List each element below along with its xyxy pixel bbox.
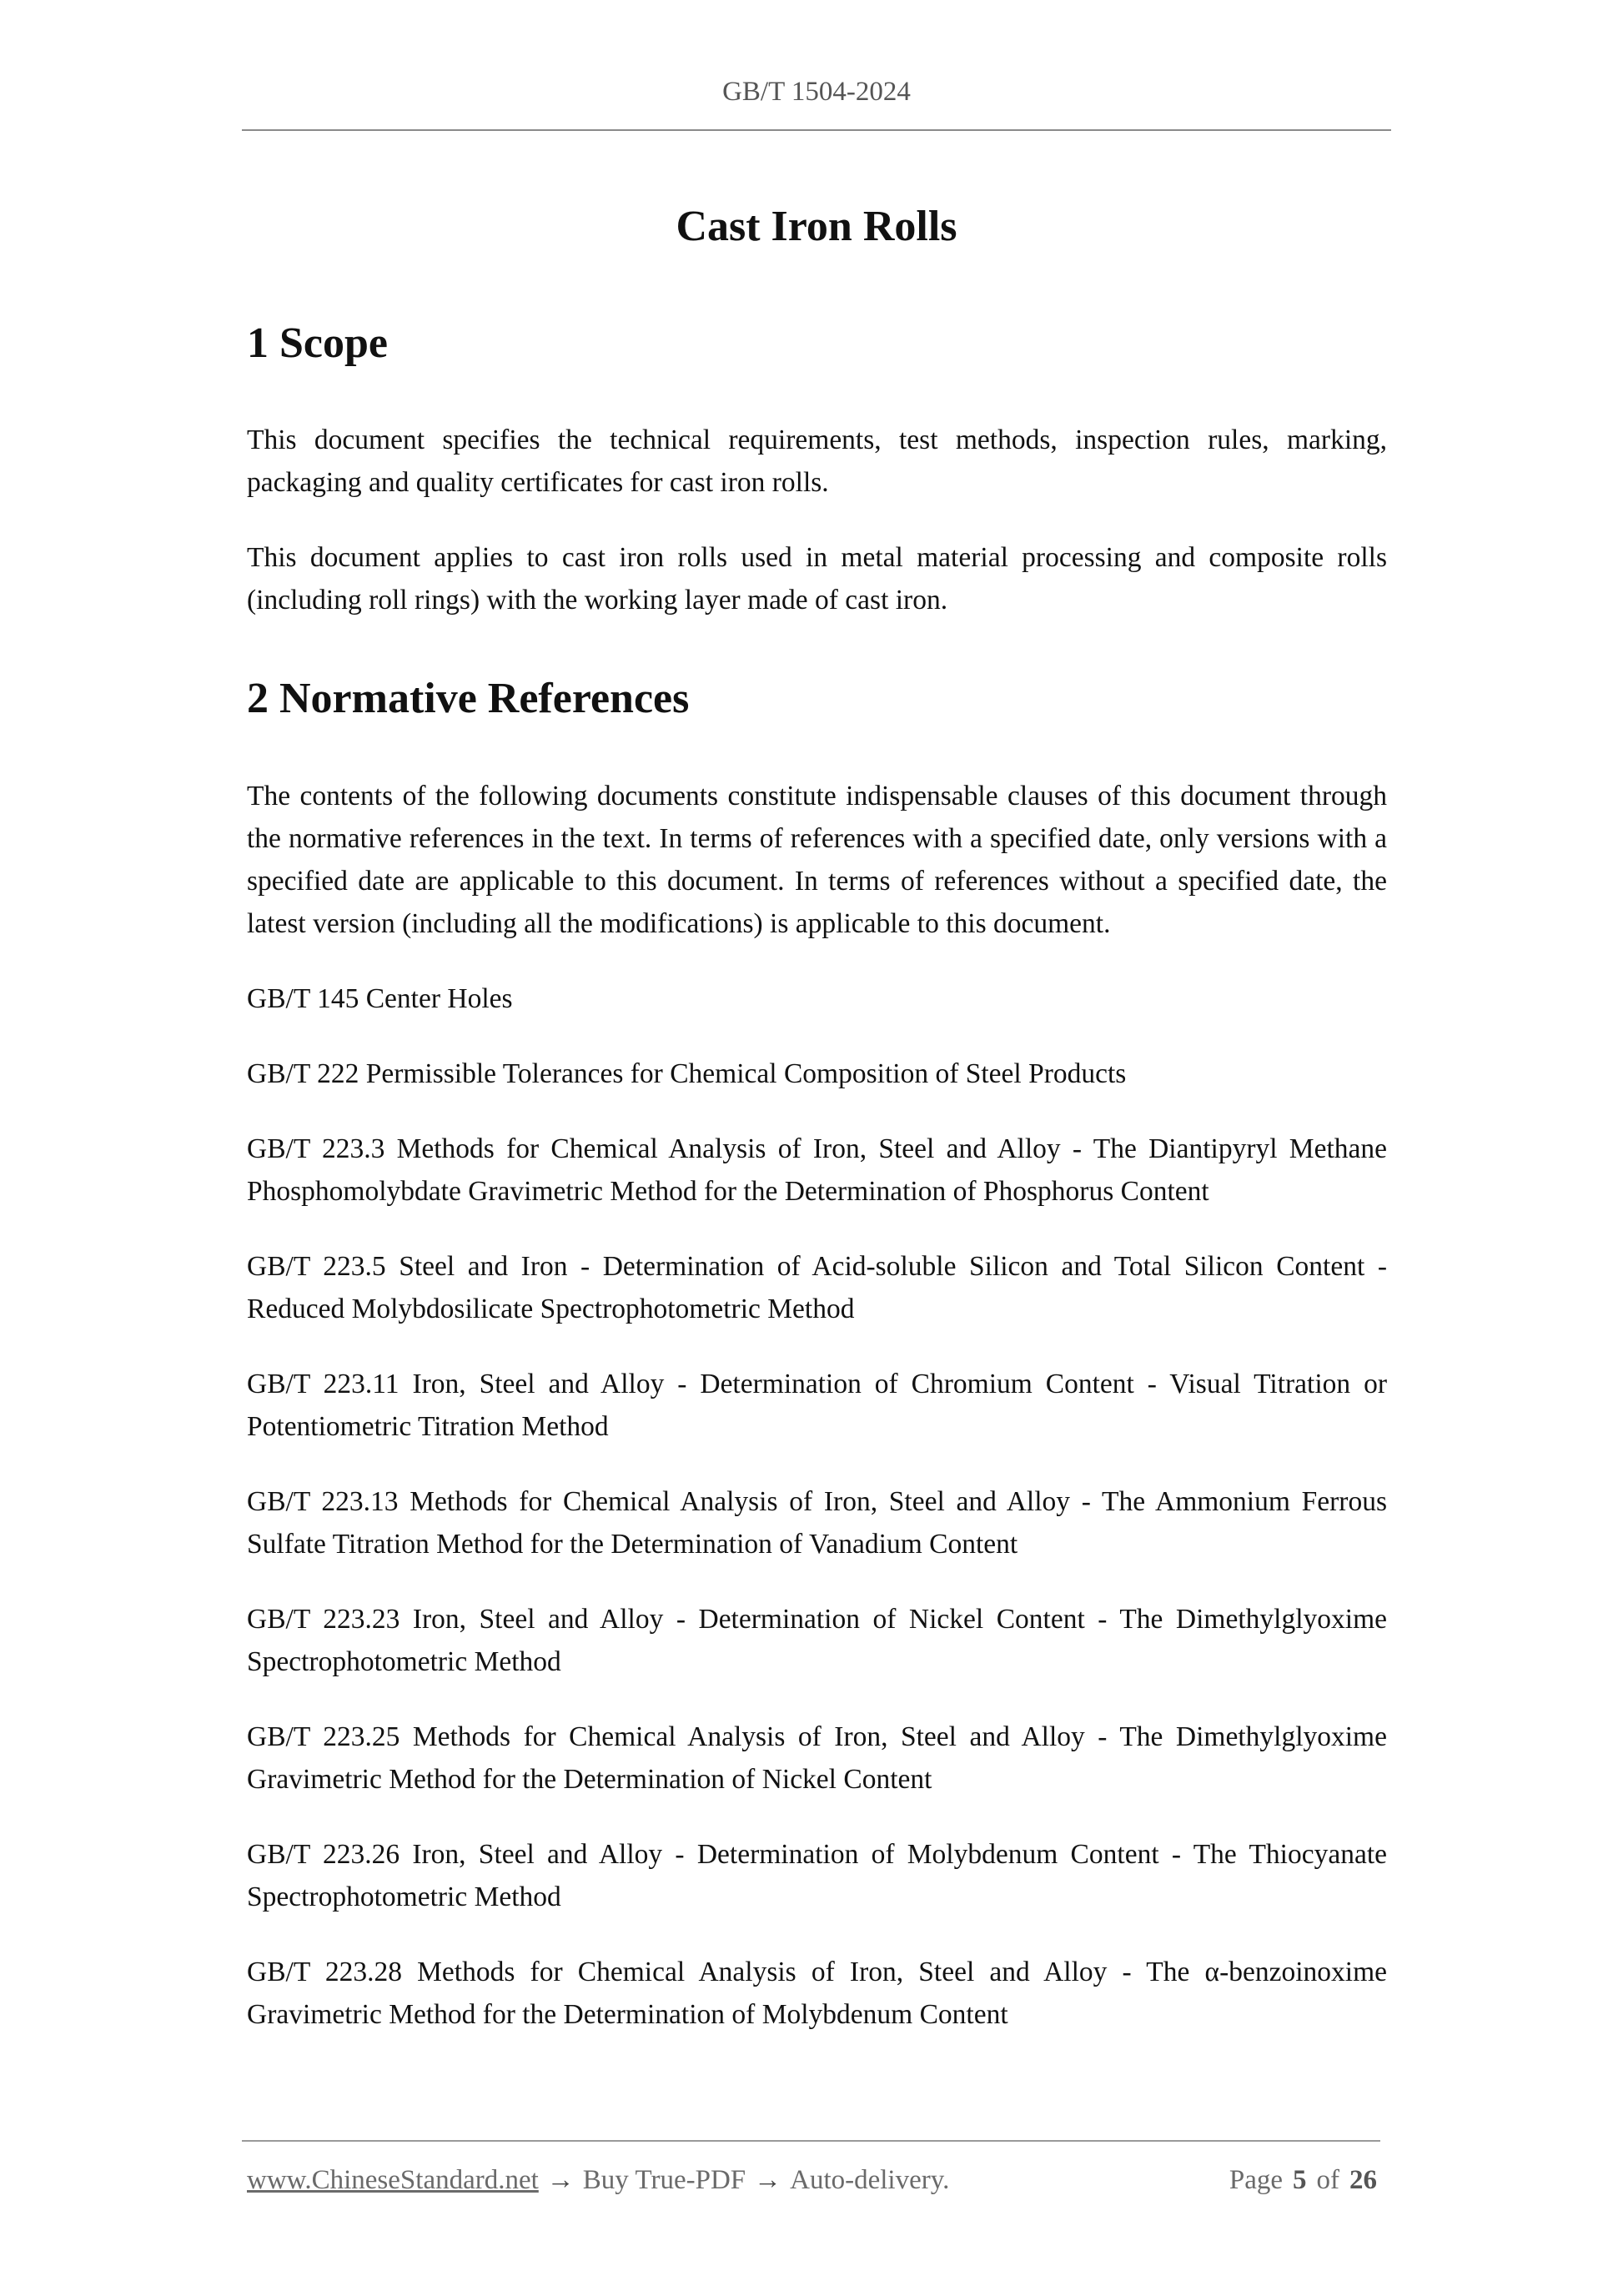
page-number — [1229, 2162, 1377, 2198]
section-heading-normative-references: 2 Normative References — [247, 675, 690, 722]
of-label: of — [1316, 2165, 1339, 2195]
document-title: Cast Iron Rolls — [676, 203, 957, 250]
section-heading-scope: 1 Scope — [247, 319, 388, 367]
reference-item: GB/T 145 Center Holes — [247, 983, 513, 1014]
reference-item: GB/T 223.13 Methods for Chemical Analysis of Iron, Steel and Alloy - The Ammonium Ferrous Sulfate Titration Method for the Determination of Vanadium Content — [247, 1486, 1387, 1560]
normative-references-body — [247, 775, 1387, 2036]
scope-body — [247, 419, 1387, 621]
footer-promo — [247, 2162, 949, 2198]
reference-item: GB/T 223.26 Iron, Steel and Alloy - Determination of Molybdenum Content - The Thiocyanate Spectrophotometric Method — [247, 1839, 1387, 1912]
reference-item: GB/T 222 Permissible Tolerances for Chemical Composition of Steel Products — [247, 1058, 1127, 1089]
total-pages-number: 26 — [1349, 2165, 1377, 2195]
buy-true-pdf-text: Buy True-PDF — [582, 2165, 746, 2195]
reference-item: GB/T 223.28 Methods for Chemical Analysis of Iron, Steel and Alloy - The α-benzoinoxime Gravimetric Method for the Determination of Molybdenum Content — [247, 1957, 1387, 2030]
reference-item: GB/T 223.5 Steel and Iron - Determination of Acid-soluble Silicon and Total Silicon Content - Reduced Molybdosilicate Spectrophotometric Method — [247, 1251, 1387, 1324]
reference-item: GB/T 223.11 Iron, Steel and Alloy - Determination of Chromium Content - Visual Titration or Potentiometric Titration Method — [247, 1369, 1387, 1442]
reference-item: GB/T 223.23 Iron, Steel and Alloy - Determination of Nickel Content - The Dimethylglyoxime Spectrophotometric Method — [247, 1604, 1387, 1677]
header-divider — [242, 129, 1391, 131]
scope-paragraph: This document specifies the technical requirements, test methods, inspection rules, marking, packaging and quality certificates for cast iron rolls. — [247, 425, 1387, 498]
arrow-right-icon: → — [754, 2165, 782, 2195]
scope-paragraph: This document applies to cast iron rolls used in metal material processing and composite rolls (including roll rings) with the working layer made of cast iron. — [247, 542, 1387, 615]
current-page-number: 5 — [1293, 2165, 1307, 2195]
arrow-right-icon: → — [546, 2165, 575, 2195]
reference-item: GB/T 223.25 Methods for Chemical Analysis of Iron, Steel and Alloy - The Dimethylglyoxime Gravimetric Method for the Determination of Nickel Content — [247, 1721, 1387, 1795]
running-header: GB/T 1504-2024 — [722, 77, 911, 107]
reference-item: GB/T 223.3 Methods for Chemical Analysis of Iron, Steel and Alloy - The Diantipyryl Methane Phosphomolybdate Gravimetric Method for the Determination of Phosphorus Content — [247, 1133, 1387, 1207]
footer-divider — [242, 2140, 1380, 2142]
auto-delivery-text: Auto-delivery. — [790, 2165, 950, 2195]
references-intro-paragraph: The contents of the following documents constitute indispensable clauses of this document through the normative references in the text. In terms of references with a specified date, only versions with a specified date are applicable to this document. In terms of references without a specified date, the latest version (including all the modifications) is applicable to this document. — [247, 781, 1387, 939]
site-link[interactable]: www.ChineseStandard.net — [247, 2165, 539, 2195]
page-label: Page — [1229, 2165, 1283, 2195]
